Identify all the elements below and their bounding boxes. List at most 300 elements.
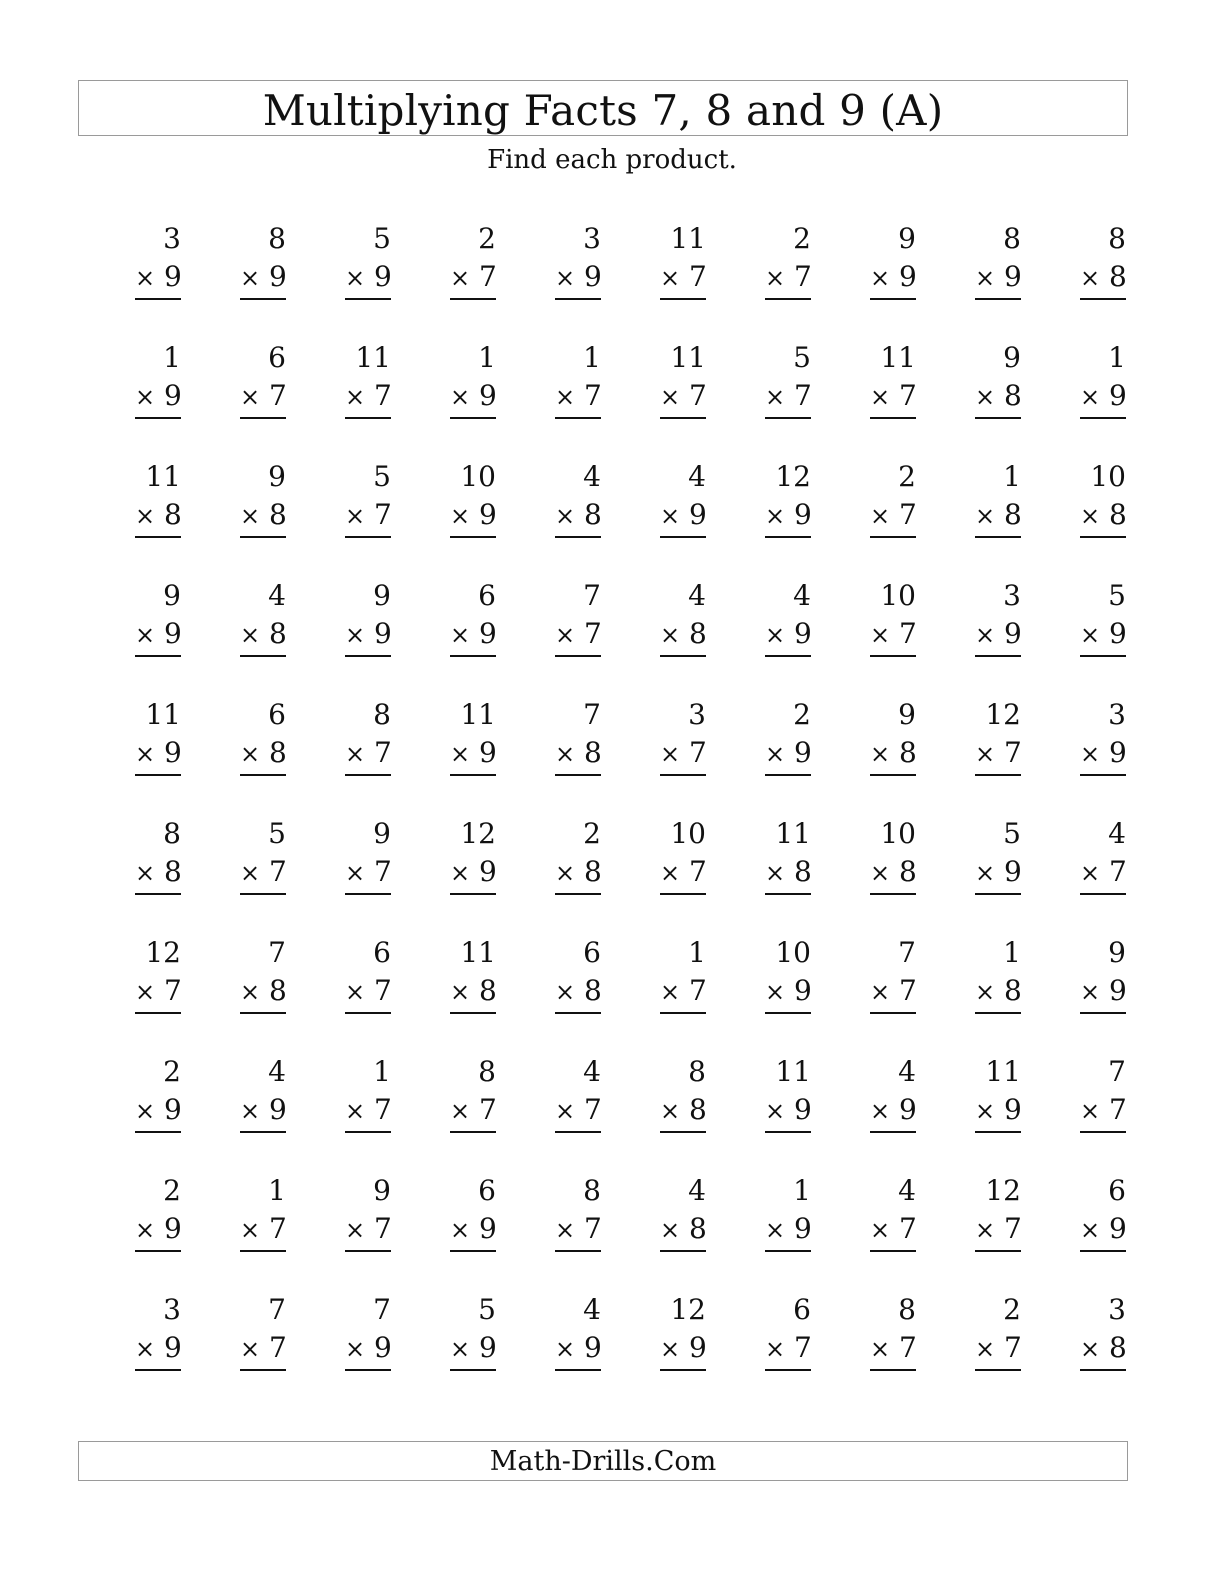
multiplier: 7 bbox=[374, 1093, 392, 1126]
multiplier-line bbox=[450, 1329, 496, 1371]
multiply-sign: × bbox=[555, 1216, 576, 1244]
problem-stack bbox=[975, 577, 1021, 696]
multiply-sign: × bbox=[135, 264, 156, 292]
multiplier-line bbox=[1080, 496, 1126, 538]
problem-2-8 bbox=[813, 339, 918, 458]
multiplicand: 11 bbox=[460, 936, 496, 969]
multiplicand: 9 bbox=[1108, 936, 1126, 969]
multiplicand: 9 bbox=[268, 460, 286, 493]
multiplier: 8 bbox=[689, 617, 707, 650]
problem-6-5 bbox=[498, 815, 603, 934]
multiply-sign: × bbox=[1080, 383, 1101, 411]
multiplicand: 12 bbox=[985, 1174, 1021, 1207]
multiply-sign: × bbox=[345, 502, 366, 530]
multiplier-line bbox=[1080, 972, 1126, 1014]
multiplicand: 8 bbox=[1108, 222, 1126, 255]
multiplicand: 5 bbox=[478, 1293, 496, 1326]
multiplicand: 1 bbox=[373, 1055, 391, 1088]
multiplier: 8 bbox=[794, 855, 812, 888]
multiplier: 8 bbox=[269, 736, 287, 769]
multiplicand: 9 bbox=[373, 579, 391, 612]
multiplier: 7 bbox=[689, 736, 707, 769]
multiplier-line bbox=[975, 1091, 1021, 1133]
multiplicand: 3 bbox=[163, 222, 181, 255]
problem-10-6 bbox=[603, 1291, 708, 1410]
multiplier: 9 bbox=[689, 1331, 707, 1364]
multiply-sign: × bbox=[135, 859, 156, 887]
multiplier: 7 bbox=[269, 1331, 287, 1364]
multiply-sign: × bbox=[660, 502, 681, 530]
problem-stack bbox=[1080, 339, 1126, 458]
problem-stack bbox=[1080, 458, 1126, 577]
multiplicand: 4 bbox=[688, 579, 706, 612]
multiplier: 9 bbox=[164, 1093, 182, 1126]
multiplier-line bbox=[660, 972, 706, 1014]
problem-stack bbox=[555, 1053, 601, 1172]
multiply-sign: × bbox=[345, 264, 366, 292]
problem-8-2 bbox=[183, 1053, 288, 1172]
multiplicand: 11 bbox=[460, 698, 496, 731]
multiplier: 9 bbox=[164, 379, 182, 412]
problem-stack bbox=[555, 339, 601, 458]
multiplier-line bbox=[450, 853, 496, 895]
multiply-sign: × bbox=[660, 1097, 681, 1125]
multiplier: 7 bbox=[899, 1212, 917, 1245]
multiplier-line bbox=[450, 377, 496, 419]
multiply-sign: × bbox=[975, 383, 996, 411]
multiplier-line bbox=[1080, 258, 1126, 300]
multiplier-line bbox=[660, 1210, 706, 1252]
problem-stack bbox=[765, 696, 811, 815]
multiplier: 7 bbox=[479, 1093, 497, 1126]
problem-3-8 bbox=[813, 458, 918, 577]
multiplicand: 7 bbox=[583, 579, 601, 612]
problem-stack bbox=[345, 1053, 391, 1172]
multiplier: 7 bbox=[899, 379, 917, 412]
problem-stack bbox=[870, 458, 916, 577]
problem-2-4 bbox=[393, 339, 498, 458]
multiplier-line bbox=[555, 853, 601, 895]
problem-3-9 bbox=[918, 458, 1023, 577]
multiply-sign: × bbox=[450, 740, 471, 768]
multiplier-line bbox=[870, 258, 916, 300]
multiply-sign: × bbox=[975, 264, 996, 292]
multiplicand: 8 bbox=[898, 1293, 916, 1326]
multiply-sign: × bbox=[240, 1097, 261, 1125]
multiplicand: 3 bbox=[1003, 579, 1021, 612]
problem-stack bbox=[240, 577, 286, 696]
multiplier: 8 bbox=[1004, 498, 1022, 531]
problem-6-8 bbox=[813, 815, 918, 934]
multiplier: 9 bbox=[479, 1212, 497, 1245]
multiply-sign: × bbox=[240, 621, 261, 649]
multiplier: 8 bbox=[164, 855, 182, 888]
multiply-sign: × bbox=[870, 859, 891, 887]
multiplier: 8 bbox=[584, 855, 602, 888]
multiplicand: 6 bbox=[268, 698, 286, 731]
multiply-sign: × bbox=[345, 1335, 366, 1363]
multiplier: 9 bbox=[794, 736, 812, 769]
multiplicand: 3 bbox=[583, 222, 601, 255]
problem-stack bbox=[765, 1291, 811, 1410]
multiplicand: 1 bbox=[793, 1174, 811, 1207]
multiplier-line bbox=[1080, 1091, 1126, 1133]
problem-stack bbox=[765, 1053, 811, 1172]
multiplier: 8 bbox=[479, 974, 497, 1007]
multiply-sign: × bbox=[975, 859, 996, 887]
multiplier: 7 bbox=[1004, 1331, 1022, 1364]
multiplier-line bbox=[660, 1091, 706, 1133]
multiplier-line bbox=[555, 1210, 601, 1252]
multiplier-line bbox=[240, 496, 286, 538]
multiplier: 9 bbox=[164, 617, 182, 650]
problem-10-7 bbox=[708, 1291, 813, 1410]
multiplier: 9 bbox=[1004, 1093, 1022, 1126]
multiply-sign: × bbox=[240, 740, 261, 768]
problem-stack bbox=[765, 934, 811, 1053]
multiply-sign: × bbox=[450, 383, 471, 411]
problem-stack bbox=[135, 815, 181, 934]
multiply-sign: × bbox=[240, 1216, 261, 1244]
multiplicand: 5 bbox=[373, 460, 391, 493]
multiplicand: 11 bbox=[670, 222, 706, 255]
problem-1-8 bbox=[813, 220, 918, 339]
multiply-sign: × bbox=[1080, 502, 1101, 530]
multiplier-line bbox=[765, 1210, 811, 1252]
multiplier-line bbox=[240, 853, 286, 895]
problem-stack bbox=[660, 577, 706, 696]
multiply-sign: × bbox=[1080, 740, 1101, 768]
problem-stack bbox=[135, 220, 181, 339]
multiplicand: 3 bbox=[163, 1293, 181, 1326]
problem-stack bbox=[555, 577, 601, 696]
problem-1-9 bbox=[918, 220, 1023, 339]
multiplier-line bbox=[450, 972, 496, 1014]
multiplicand: 1 bbox=[268, 1174, 286, 1207]
problem-stack bbox=[975, 1291, 1021, 1410]
multiplier-line bbox=[765, 972, 811, 1014]
multiply-sign: × bbox=[240, 1335, 261, 1363]
problem-stack bbox=[660, 815, 706, 934]
problem-9-9 bbox=[918, 1172, 1023, 1291]
multiplicand: 1 bbox=[1003, 936, 1021, 969]
problem-grid bbox=[78, 220, 1128, 1410]
multiplier: 9 bbox=[164, 736, 182, 769]
multiplicand: 12 bbox=[145, 936, 181, 969]
multiply-sign: × bbox=[345, 978, 366, 1006]
multiplier: 9 bbox=[269, 260, 287, 293]
multiply-sign: × bbox=[765, 383, 786, 411]
page-title: Multiplying Facts 7, 8 and 9 (A) bbox=[262, 86, 944, 135]
footer-box bbox=[78, 1441, 1128, 1481]
multiply-sign: × bbox=[765, 1216, 786, 1244]
multiplier: 7 bbox=[689, 974, 707, 1007]
problem-10-10 bbox=[1023, 1291, 1128, 1410]
problem-3-10 bbox=[1023, 458, 1128, 577]
problem-stack bbox=[135, 1172, 181, 1291]
multiplier-line bbox=[660, 615, 706, 657]
problem-stack bbox=[975, 1053, 1021, 1172]
multiply-sign: × bbox=[345, 383, 366, 411]
problem-7-2 bbox=[183, 934, 288, 1053]
multiplicand: 7 bbox=[1108, 1055, 1126, 1088]
problem-7-6 bbox=[603, 934, 708, 1053]
multiplicand: 2 bbox=[898, 460, 916, 493]
problem-8-6 bbox=[603, 1053, 708, 1172]
problem-10-1 bbox=[78, 1291, 183, 1410]
multiplier-line bbox=[240, 972, 286, 1014]
multiplier: 8 bbox=[584, 498, 602, 531]
multiplier-line bbox=[870, 1091, 916, 1133]
multiplier: 9 bbox=[794, 1093, 812, 1126]
multiplicand: 2 bbox=[583, 817, 601, 850]
problem-stack bbox=[870, 577, 916, 696]
multiply-sign: × bbox=[450, 1335, 471, 1363]
multiply-sign: × bbox=[660, 859, 681, 887]
multiplier: 9 bbox=[1109, 379, 1127, 412]
problem-stack bbox=[870, 339, 916, 458]
multiplier-line bbox=[240, 1091, 286, 1133]
problem-8-5 bbox=[498, 1053, 603, 1172]
multiply-sign: × bbox=[345, 621, 366, 649]
problem-7-4 bbox=[393, 934, 498, 1053]
problem-10-4 bbox=[393, 1291, 498, 1410]
problem-stack bbox=[765, 458, 811, 577]
problem-3-2 bbox=[183, 458, 288, 577]
multiply-sign: × bbox=[345, 859, 366, 887]
problem-1-1 bbox=[78, 220, 183, 339]
multiplicand: 7 bbox=[268, 936, 286, 969]
multiply-sign: × bbox=[555, 978, 576, 1006]
problem-8-9 bbox=[918, 1053, 1023, 1172]
problem-stack bbox=[660, 458, 706, 577]
multiplier: 9 bbox=[1109, 736, 1127, 769]
problem-10-5 bbox=[498, 1291, 603, 1410]
problem-9-1 bbox=[78, 1172, 183, 1291]
multiply-sign: × bbox=[870, 264, 891, 292]
problem-6-4 bbox=[393, 815, 498, 934]
problem-8-8 bbox=[813, 1053, 918, 1172]
problem-stack bbox=[135, 577, 181, 696]
problem-8-1 bbox=[78, 1053, 183, 1172]
multiplicand: 12 bbox=[985, 698, 1021, 731]
multiplicand: 10 bbox=[775, 936, 811, 969]
problem-5-4 bbox=[393, 696, 498, 815]
multiplicand: 12 bbox=[670, 1293, 706, 1326]
problem-stack bbox=[870, 934, 916, 1053]
multiplier-line bbox=[345, 1329, 391, 1371]
multiplier-line bbox=[975, 615, 1021, 657]
multiply-sign: × bbox=[660, 978, 681, 1006]
problem-6-2 bbox=[183, 815, 288, 934]
problem-1-10 bbox=[1023, 220, 1128, 339]
problem-4-7 bbox=[708, 577, 813, 696]
multiplier: 9 bbox=[164, 1331, 182, 1364]
multiplier: 7 bbox=[269, 855, 287, 888]
problem-stack bbox=[1080, 1053, 1126, 1172]
problem-stack bbox=[135, 339, 181, 458]
problem-7-9 bbox=[918, 934, 1023, 1053]
problem-stack bbox=[450, 815, 496, 934]
multiplicand: 4 bbox=[898, 1174, 916, 1207]
multiplier: 9 bbox=[1109, 974, 1127, 1007]
multiplier: 9 bbox=[899, 260, 917, 293]
problem-stack bbox=[240, 815, 286, 934]
problem-3-6 bbox=[603, 458, 708, 577]
multiplicand: 8 bbox=[478, 1055, 496, 1088]
problem-stack bbox=[765, 220, 811, 339]
multiplicand: 9 bbox=[898, 222, 916, 255]
multiply-sign: × bbox=[1080, 264, 1101, 292]
problem-2-2 bbox=[183, 339, 288, 458]
problem-stack bbox=[975, 339, 1021, 458]
multiply-sign: × bbox=[450, 978, 471, 1006]
multiply-sign: × bbox=[1080, 621, 1101, 649]
problem-2-5 bbox=[498, 339, 603, 458]
multiply-sign: × bbox=[240, 264, 261, 292]
multiplicand: 2 bbox=[793, 222, 811, 255]
multiplier-line bbox=[1080, 377, 1126, 419]
multiply-sign: × bbox=[555, 1097, 576, 1125]
multiply-sign: × bbox=[870, 1335, 891, 1363]
multiply-sign: × bbox=[870, 740, 891, 768]
multiplier: 9 bbox=[479, 498, 497, 531]
multiplier: 8 bbox=[584, 974, 602, 1007]
problem-9-7 bbox=[708, 1172, 813, 1291]
multiplicand: 5 bbox=[1003, 817, 1021, 850]
multiplier: 7 bbox=[374, 855, 392, 888]
multiplier-line bbox=[240, 734, 286, 776]
multiplicand: 1 bbox=[163, 341, 181, 374]
multiply-sign: × bbox=[765, 264, 786, 292]
multiplicand: 3 bbox=[688, 698, 706, 731]
multiply-sign: × bbox=[135, 740, 156, 768]
multiplier-line bbox=[975, 734, 1021, 776]
multiplier-line bbox=[450, 258, 496, 300]
multiplicand: 7 bbox=[583, 698, 601, 731]
multiplicand: 9 bbox=[898, 698, 916, 731]
multiplier: 9 bbox=[479, 379, 497, 412]
multiplier-line bbox=[555, 377, 601, 419]
multiply-sign: × bbox=[975, 978, 996, 1006]
multiplier: 7 bbox=[1109, 855, 1127, 888]
multiplier: 7 bbox=[584, 617, 602, 650]
multiplier-line bbox=[765, 258, 811, 300]
multiplier: 9 bbox=[584, 260, 602, 293]
multiplier: 7 bbox=[374, 498, 392, 531]
multiplier-line bbox=[135, 1329, 181, 1371]
multiply-sign: × bbox=[765, 621, 786, 649]
multiplier: 8 bbox=[1109, 260, 1127, 293]
multiplier-line bbox=[135, 258, 181, 300]
problem-4-5 bbox=[498, 577, 603, 696]
multiplier: 7 bbox=[899, 617, 917, 650]
problem-6-10 bbox=[1023, 815, 1128, 934]
problem-5-1 bbox=[78, 696, 183, 815]
multiplier-line bbox=[135, 1091, 181, 1133]
multiplicand: 4 bbox=[898, 1055, 916, 1088]
multiplier-line bbox=[870, 734, 916, 776]
multiplicand: 4 bbox=[583, 1293, 601, 1326]
multiplier: 9 bbox=[1004, 260, 1022, 293]
multiplier-line bbox=[345, 734, 391, 776]
multiplier-line bbox=[555, 1329, 601, 1371]
problem-stack bbox=[345, 458, 391, 577]
multiplier-line bbox=[345, 853, 391, 895]
multiplier: 8 bbox=[899, 855, 917, 888]
multiply-sign: × bbox=[240, 502, 261, 530]
multiplier: 7 bbox=[689, 379, 707, 412]
multiplier-line bbox=[1080, 615, 1126, 657]
multiplier: 8 bbox=[269, 498, 287, 531]
multiply-sign: × bbox=[555, 383, 576, 411]
multiplicand: 2 bbox=[793, 698, 811, 731]
multiplicand: 6 bbox=[478, 579, 496, 612]
problem-stack bbox=[975, 458, 1021, 577]
multiply-sign: × bbox=[975, 1335, 996, 1363]
problem-2-3 bbox=[288, 339, 393, 458]
multiplicand: 2 bbox=[163, 1174, 181, 1207]
multiplier: 8 bbox=[1004, 974, 1022, 1007]
multiplier: 9 bbox=[479, 1331, 497, 1364]
multiplier: 9 bbox=[374, 617, 392, 650]
multiplicand: 3 bbox=[1108, 698, 1126, 731]
multiplier: 9 bbox=[1109, 617, 1127, 650]
multiplier: 7 bbox=[269, 1212, 287, 1245]
problem-stack bbox=[555, 934, 601, 1053]
problem-stack bbox=[450, 696, 496, 815]
multiplier-line bbox=[1080, 853, 1126, 895]
multiplier-line bbox=[870, 1210, 916, 1252]
multiply-sign: × bbox=[660, 264, 681, 292]
problem-stack bbox=[450, 220, 496, 339]
problem-7-8 bbox=[813, 934, 918, 1053]
problem-stack bbox=[870, 815, 916, 934]
multiplier-line bbox=[555, 258, 601, 300]
problem-stack bbox=[345, 934, 391, 1053]
problem-8-3 bbox=[288, 1053, 393, 1172]
multiply-sign: × bbox=[555, 1335, 576, 1363]
problem-stack bbox=[240, 696, 286, 815]
multiplicand: 10 bbox=[1090, 460, 1126, 493]
multiplier: 9 bbox=[374, 1331, 392, 1364]
multiplicand: 6 bbox=[478, 1174, 496, 1207]
multiplier-line bbox=[240, 377, 286, 419]
multiply-sign: × bbox=[765, 859, 786, 887]
problem-stack bbox=[135, 934, 181, 1053]
problem-stack bbox=[450, 1053, 496, 1172]
multiplier-line bbox=[450, 1091, 496, 1133]
multiplicand: 6 bbox=[793, 1293, 811, 1326]
problem-stack bbox=[1080, 934, 1126, 1053]
problem-stack bbox=[135, 696, 181, 815]
multiplicand: 11 bbox=[985, 1055, 1021, 1088]
multiplicand: 5 bbox=[1108, 579, 1126, 612]
multiplier: 8 bbox=[689, 1093, 707, 1126]
multiply-sign: × bbox=[870, 621, 891, 649]
problem-4-1 bbox=[78, 577, 183, 696]
problem-stack bbox=[1080, 815, 1126, 934]
multiply-sign: × bbox=[975, 1216, 996, 1244]
multiplier: 7 bbox=[269, 379, 287, 412]
problem-stack bbox=[870, 220, 916, 339]
multiply-sign: × bbox=[1080, 859, 1101, 887]
multiplier-line bbox=[555, 615, 601, 657]
problem-1-7 bbox=[708, 220, 813, 339]
multiplicand: 1 bbox=[583, 341, 601, 374]
multiply-sign: × bbox=[555, 859, 576, 887]
multiply-sign: × bbox=[660, 740, 681, 768]
